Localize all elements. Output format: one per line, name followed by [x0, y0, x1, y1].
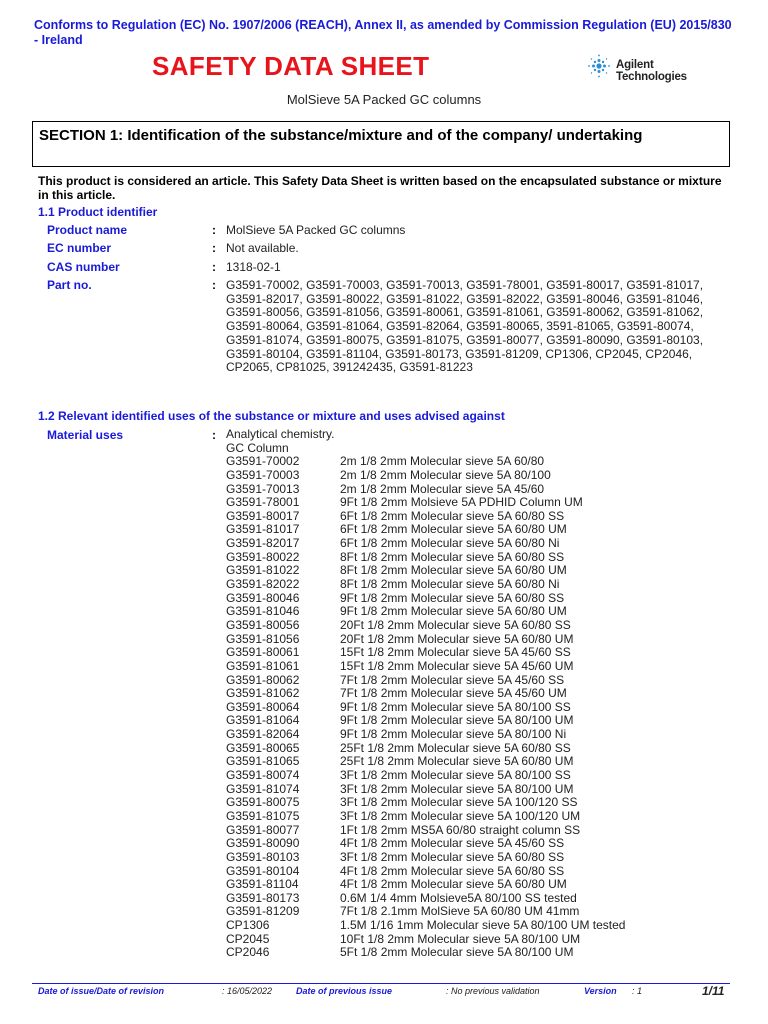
ec-number-value: Not available.: [226, 241, 299, 255]
uses-desc: 10Ft 1/8 2mm Molecular sieve 5A 80/100 UM: [340, 931, 581, 946]
uses-line: [226, 496, 666, 510]
colon: :: [212, 223, 216, 237]
uses-line: [226, 728, 666, 742]
uses-code: G3591-80077: [226, 822, 300, 837]
uses-desc: 3Ft 1/8 2mm Molecular sieve 5A 100/120 UM: [340, 808, 581, 823]
uses-line: [226, 892, 666, 906]
brand-name: Agilent Technologies: [616, 59, 687, 83]
product-name-value: MolSieve 5A Packed GC columns: [226, 223, 406, 237]
uses-line: [226, 455, 666, 469]
uses-line: [226, 878, 666, 892]
uses-code: G3591-81209: [226, 904, 300, 919]
uses-desc: 25Ft 1/8 2mm Molecular sieve 5A 60/80 SS: [340, 740, 571, 755]
previous-issue-label: Date of previous issue: [296, 986, 393, 996]
uses-line: [226, 537, 666, 551]
uses-desc: 9Ft 1/8 2mm Molecular sieve 5A 80/100 SS: [340, 699, 571, 714]
uses-code: GC Column: [226, 440, 289, 455]
product-subtitle: MolSieve 5A Packed GC columns: [286, 92, 482, 107]
uses-line: [226, 755, 666, 769]
uses-line: [226, 769, 666, 783]
material-uses-list: [226, 428, 666, 960]
uses-desc: 2m 1/8 2mm Molecular sieve 5A 60/80: [340, 454, 545, 469]
uses-line: [226, 865, 666, 879]
article-intro: This product is considered an article. This Safety Data Sheet is written based on the encapsulated substance or mixture in this article.: [38, 174, 722, 202]
uses-code: G3591-81104: [226, 877, 299, 892]
agilent-logo: [587, 52, 727, 83]
issue-date-value: : 16/05/2022: [222, 986, 273, 996]
uses-desc: 7Ft 1/8 2.1mm MolSieve 5A 60/80 UM 41mm: [340, 904, 580, 919]
uses-code: G3591-81046: [226, 604, 300, 619]
uses-line: [226, 714, 666, 728]
uses-code: G3591-80017: [226, 508, 300, 523]
uses-line: [226, 837, 666, 851]
version-value: : 1: [632, 986, 643, 996]
uses-code: G3591-81022: [226, 563, 300, 578]
page-number: 1/11: [702, 984, 725, 998]
uses-code: G3591-82064: [226, 727, 300, 742]
version-label: Version: [584, 986, 617, 996]
agilent-spark-icon: [587, 52, 611, 80]
uses-desc: 4Ft 1/8 2mm Molecular sieve 5A 60/80 UM: [340, 877, 567, 892]
uses-code: G3591-80061: [226, 645, 300, 660]
uses-line: [226, 946, 666, 960]
uses-code: G3591-80104: [226, 863, 300, 878]
uses-desc: 7Ft 1/8 2mm Molecular sieve 5A 45/60 UM: [340, 686, 567, 701]
uses-desc: 6Ft 1/8 2mm Molecular sieve 5A 60/80 UM: [340, 522, 567, 537]
uses-line: [226, 483, 666, 497]
uses-line: [226, 824, 666, 838]
regulation-header: Conforms to Regulation (EC) No. 1907/2006 (REACH), Annex II, as amended by Commission Regulation (EU) 2015/830 - Ireland: [34, 18, 732, 47]
uses-desc: 15Ft 1/8 2mm Molecular sieve 5A 45/60 UM: [340, 658, 574, 673]
uses-code: CP2046: [226, 945, 270, 960]
uses-code: G3591-81065: [226, 754, 300, 769]
uses-code: Analytical chemistry.: [226, 427, 335, 441]
uses-code: G3591-81075: [226, 808, 300, 823]
uses-desc: 9Ft 1/8 2mm Molsieve 5A PDHID Column UM: [340, 495, 583, 510]
uses-line: [226, 851, 666, 865]
uses-code: CP2045: [226, 931, 270, 946]
uses-code: G3591-81064: [226, 713, 300, 728]
uses-desc: 7Ft 1/8 2mm Molecular sieve 5A 45/60 SS: [340, 672, 565, 687]
uses-line: [226, 796, 666, 810]
product-name-label: Product name: [47, 223, 128, 237]
uses-line: [226, 919, 666, 933]
colon: :: [212, 428, 216, 442]
colon: :: [212, 278, 216, 292]
uses-desc: 3Ft 1/8 2mm Molecular sieve 5A 100/120 SS: [340, 795, 578, 810]
ec-number-label: EC number: [47, 241, 112, 255]
part-number-label: Part no.: [47, 278, 92, 292]
relevant-uses-heading: 1.2 Relevant identified uses of the substance or mixture and uses advised against: [38, 409, 505, 423]
uses-desc: 2m 1/8 2mm Molecular sieve 5A 45/60: [340, 481, 545, 496]
uses-desc: 9Ft 1/8 2mm Molecular sieve 5A 80/100 Ni: [340, 727, 567, 742]
uses-line: [226, 442, 666, 456]
uses-code: G3591-80056: [226, 617, 300, 632]
uses-code: G3591-70013: [226, 481, 300, 496]
uses-code: G3591-80046: [226, 590, 300, 605]
uses-line: [226, 551, 666, 565]
uses-desc: 2m 1/8 2mm Molecular sieve 5A 80/100: [340, 467, 551, 482]
uses-code: G3591-81056: [226, 631, 300, 646]
uses-desc: 20Ft 1/8 2mm Molecular sieve 5A 60/80 UM: [340, 631, 574, 646]
uses-line: [226, 783, 666, 797]
issue-date-label: Date of issue/Date of revision: [38, 986, 165, 996]
uses-desc: 3Ft 1/8 2mm Molecular sieve 5A 80/100 SS: [340, 768, 571, 783]
uses-code: G3591-80062: [226, 672, 300, 687]
uses-line: [226, 701, 666, 715]
uses-desc: 1Ft 1/8 2mm MS5A 60/80 straight column SS: [340, 822, 581, 837]
uses-code: G3591-82017: [226, 536, 300, 551]
material-uses-label: Material uses: [47, 428, 124, 442]
uses-desc: 3Ft 1/8 2mm Molecular sieve 5A 60/80 SS: [340, 849, 565, 864]
uses-line: [226, 646, 666, 660]
uses-desc: 0.6M 1/4 4mm Molsieve5A 80/100 SS tested: [340, 890, 577, 905]
uses-code: G3591-78001: [226, 495, 300, 510]
uses-line: [226, 810, 666, 824]
uses-desc: 9Ft 1/8 2mm Molecular sieve 5A 80/100 UM: [340, 713, 574, 728]
uses-line: [226, 469, 666, 483]
uses-line: [226, 523, 666, 537]
uses-code: G3591-70002: [226, 454, 300, 469]
uses-line: [226, 564, 666, 578]
uses-code: G3591-80173: [226, 890, 300, 905]
colon: :: [212, 260, 216, 274]
uses-code: G3591-81061: [226, 658, 300, 673]
uses-code: G3591-80075: [226, 795, 300, 810]
uses-line: [226, 633, 666, 647]
uses-line: [226, 742, 666, 756]
uses-desc: 20Ft 1/8 2mm Molecular sieve 5A 60/80 SS: [340, 617, 571, 632]
uses-line: [226, 933, 666, 947]
uses-line: [226, 674, 666, 688]
uses-code: G3591-81074: [226, 781, 300, 796]
uses-line: [226, 905, 666, 919]
uses-line: [226, 687, 666, 701]
uses-line: [226, 578, 666, 592]
section-1-heading: SECTION 1: Identification of the substance/mixture and of the company/ undertaking: [32, 121, 730, 167]
uses-desc: 6Ft 1/8 2mm Molecular sieve 5A 60/80 Ni: [340, 536, 560, 551]
previous-issue-value: : No previous validation: [446, 986, 540, 996]
uses-desc: 9Ft 1/8 2mm Molecular sieve 5A 60/80 UM: [340, 604, 567, 619]
uses-line: [226, 660, 666, 674]
part-number-list: G3591-70002, G3591-70003, G3591-70013, G3591-78001, G3591-80017, G3591-81017, G3591-82017, G3591-80022, G3591-81022, G3591-82022, G3591-80046, G3591-81046, G3591-80056, G3591-81056, G3591-80061, G3591-81061, G3591-80062, G3591-81062, G3591-80064, G3591-81064, G3591-82064, G3591-80065, 3591-81065, G3591-80074, G3591-81074, G3591-80075, G3591-81075, G3591-80077, G3591-80090, G3591-80103, G3591-80104, G3591-81104, G3591-80173, G3591-81209, CP1306, CP2045, CP2046, CP2065, CP81025, 391242435, G3591-81223: [226, 278, 704, 375]
colon: :: [212, 241, 216, 255]
uses-desc: 25Ft 1/8 2mm Molecular sieve 5A 60/80 UM: [340, 754, 574, 769]
uses-desc: 6Ft 1/8 2mm Molecular sieve 5A 60/80 SS: [340, 508, 565, 523]
footer-divider: [32, 983, 730, 984]
uses-code: G3591-80065: [226, 740, 300, 755]
uses-line: [226, 619, 666, 633]
uses-code: G3591-80090: [226, 836, 300, 851]
uses-code: G3591-81017: [226, 522, 300, 537]
uses-code: G3591-82022: [226, 577, 300, 592]
uses-line: [226, 510, 666, 524]
cas-number-label: CAS number: [47, 260, 120, 274]
uses-code: G3591-70003: [226, 467, 300, 482]
uses-code: G3591-80064: [226, 699, 300, 714]
document-title: SAFETY DATA SHEET: [152, 51, 430, 81]
uses-desc: 1.5M 1/16 1mm Molecular sieve 5A 80/100 UM tested: [340, 918, 626, 933]
uses-desc: 8Ft 1/8 2mm Molecular sieve 5A 60/80 Ni: [340, 577, 560, 592]
uses-line: [226, 605, 666, 619]
uses-code: CP1306: [226, 918, 270, 933]
uses-code: G3591-80074: [226, 768, 300, 783]
cas-number-value: 1318-02-1: [226, 260, 281, 274]
uses-desc: 8Ft 1/8 2mm Molecular sieve 5A 60/80 SS: [340, 549, 565, 564]
uses-desc: 8Ft 1/8 2mm Molecular sieve 5A 60/80 UM: [340, 563, 567, 578]
uses-desc: 15Ft 1/8 2mm Molecular sieve 5A 45/60 SS: [340, 645, 571, 660]
uses-desc: 3Ft 1/8 2mm Molecular sieve 5A 80/100 UM: [340, 781, 574, 796]
uses-code: G3591-80103: [226, 849, 300, 864]
uses-code: G3591-80022: [226, 549, 300, 564]
uses-code: G3591-81062: [226, 686, 300, 701]
uses-desc: 4Ft 1/8 2mm Molecular sieve 5A 60/80 SS: [340, 863, 565, 878]
uses-line: [226, 428, 666, 442]
uses-desc: 4Ft 1/8 2mm Molecular sieve 5A 45/60 SS: [340, 836, 565, 851]
uses-desc: 9Ft 1/8 2mm Molecular sieve 5A 60/80 SS: [340, 590, 565, 605]
uses-line: [226, 592, 666, 606]
uses-desc: 5Ft 1/8 2mm Molecular sieve 5A 80/100 UM: [340, 945, 574, 960]
product-identifier-heading: 1.1 Product identifier: [38, 205, 158, 219]
